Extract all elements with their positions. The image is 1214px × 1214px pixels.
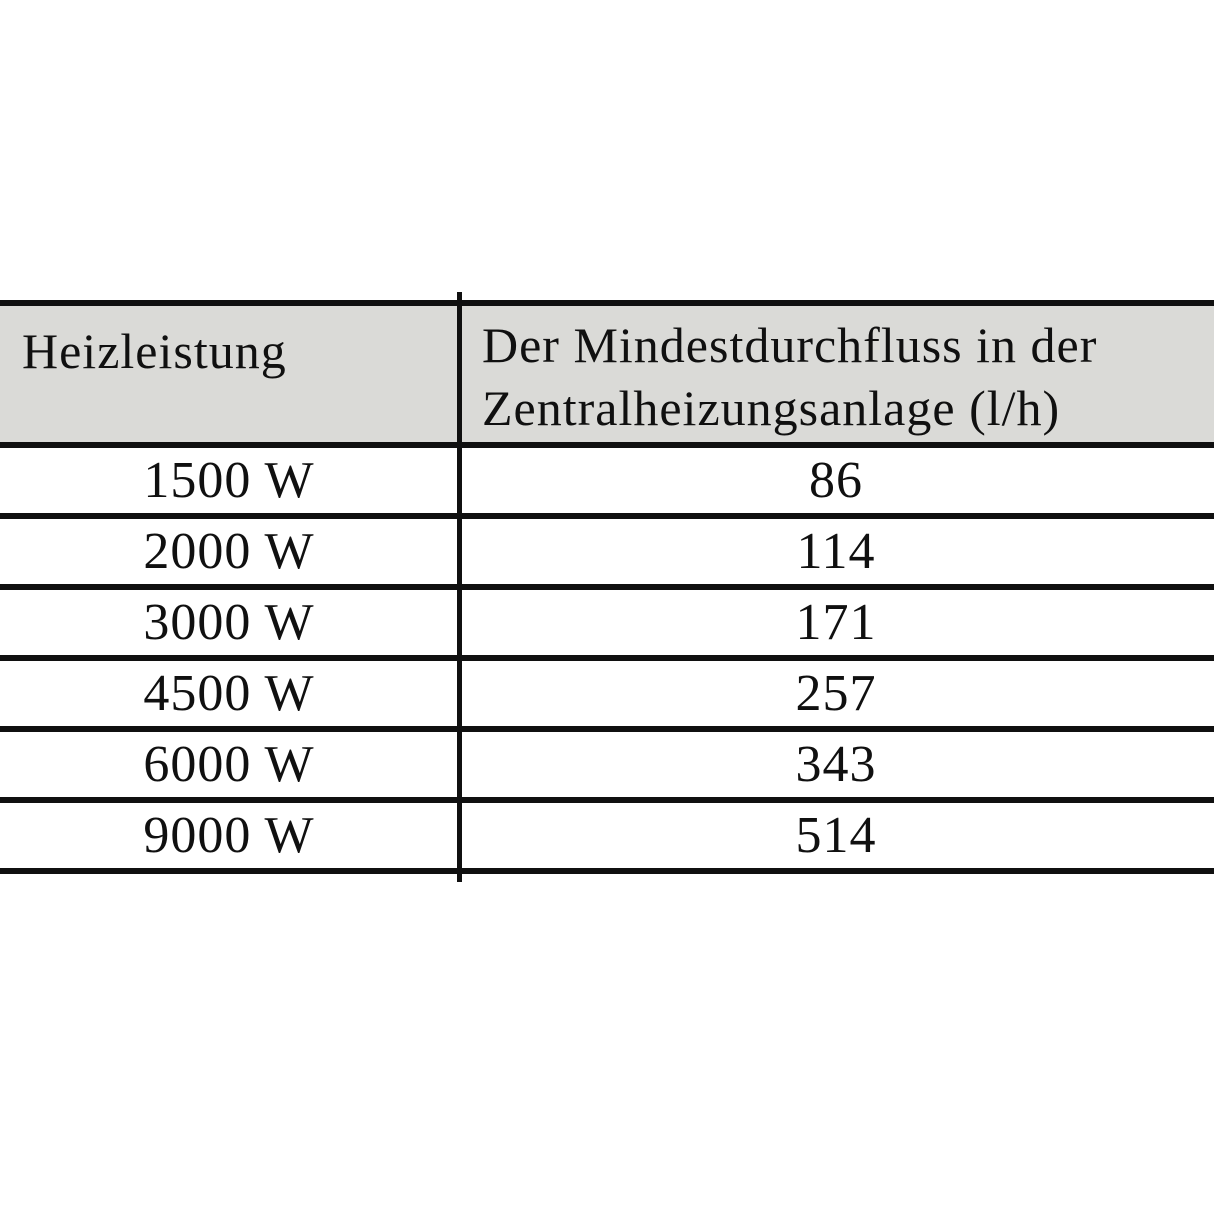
flow-cell: 514 bbox=[795, 807, 877, 864]
power-cell: 1500 W bbox=[143, 452, 315, 509]
table-row bbox=[0, 448, 1214, 519]
flow-cell: 171 bbox=[795, 594, 877, 651]
header-cell-heizleistung bbox=[0, 306, 458, 442]
flow-cell: 86 bbox=[809, 452, 863, 509]
table-row bbox=[0, 661, 1214, 732]
flow-cell: 257 bbox=[795, 665, 877, 722]
power-cell: 4500 W bbox=[143, 665, 315, 722]
header-label-mindestdurchfluss-line1: Der Mindestdurchfluss in der bbox=[482, 317, 1098, 373]
table-header-row bbox=[0, 300, 1214, 448]
column-divider-line bbox=[457, 292, 462, 882]
header-cell-mindestdurchfluss bbox=[458, 306, 1214, 442]
table-row bbox=[0, 732, 1214, 803]
flow-cell: 114 bbox=[796, 523, 876, 580]
table-row bbox=[0, 590, 1214, 661]
header-label-mindestdurchfluss-line2: Zentralheizungsanlage (l/h) bbox=[482, 380, 1061, 436]
flow-cell: 343 bbox=[795, 736, 877, 793]
table-row bbox=[0, 803, 1214, 874]
power-cell: 6000 W bbox=[143, 736, 315, 793]
power-cell: 9000 W bbox=[143, 807, 315, 864]
power-cell: 2000 W bbox=[143, 523, 315, 580]
power-cell: 3000 W bbox=[143, 594, 315, 651]
header-label-heizleistung: Heizleistung bbox=[22, 323, 287, 379]
heating-flow-table bbox=[0, 300, 1214, 874]
table-row bbox=[0, 519, 1214, 590]
